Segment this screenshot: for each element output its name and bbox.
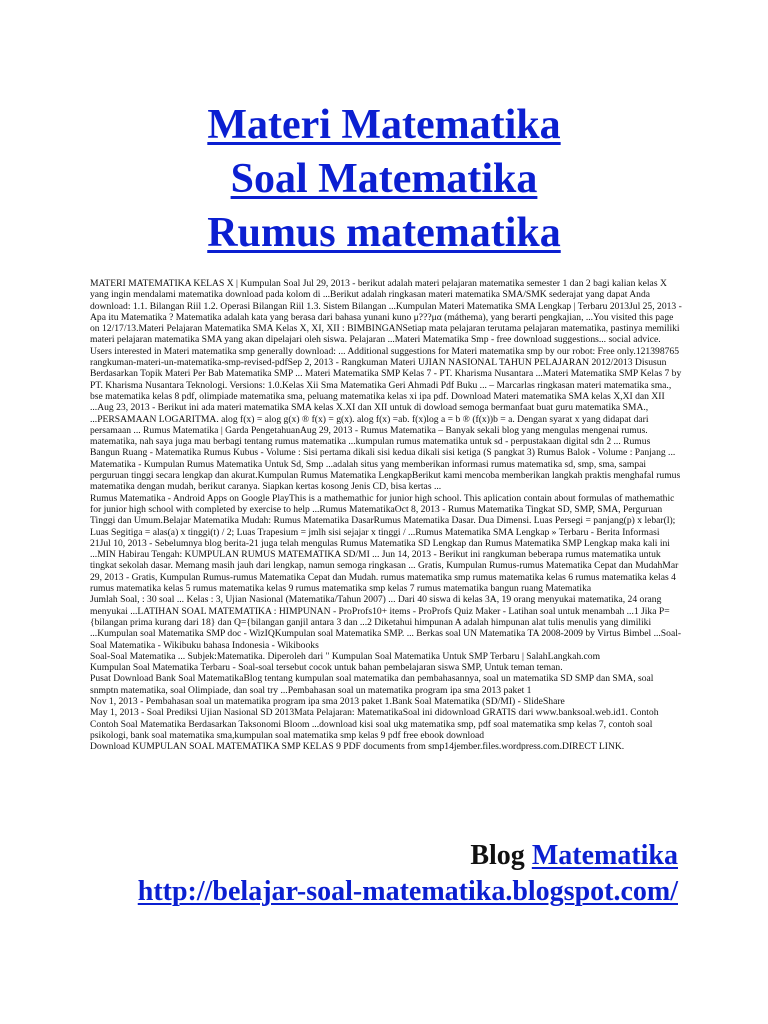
body-text: [90, 278, 682, 752]
footer-url-line: [0, 874, 768, 910]
footer: [0, 838, 768, 910]
paragraph-prediksi: May 1, 2013 - Soal Prediksi Ujian Nasional SD 2013Mata Pelajaran: MatematikaSoal ini didownload GRATIS dari www.banksoal.web.id1. Contoh Contoh Soal Matematika Berdasarkan Taksonomi Bloom ...download kisi soal ukg matematika smp, pdf soal matematika smp kelas 7, contoh soal psikologi, bank soal matematika sma,kumpulan soal matematika smp kelas 9 pdf free ebook download: [90, 707, 659, 741]
footer-blog-line: [0, 838, 768, 874]
title-link-soal[interactable]: Soal Matematika: [230, 156, 538, 202]
document-title: [0, 98, 768, 260]
footer-url-link[interactable]: http://belajar-soal-matematika.blogspot.com/: [137, 876, 678, 907]
paragraph-soal-subjek: Soal-Soal Matematika ... Subjek:Matematika. Diperoleh dari " Kumpulan Soal Matematika Untuk SMP Terbaru | SalahLangkah.com: [90, 650, 601, 662]
paragraph-pembahasan: Nov 1, 2013 - Pembahasan soal un matematika program ipa sma 2013 paket 1.Bank Soal Matematika (SD/MI) - SlideShare: [90, 695, 565, 707]
paragraph-materi: MATERI MATEMATIKA KELAS X | Kumpulan Soal Jul 29, 2013 - berikut adalah materi pelajaran matematika semester 1 dan 2 bagi kalian kelas X yang ingin mendalami matematika download pada kolom di ...Berikut adalah ringkasan materi matematika SMA/SMK sederajat yang dapat Anda download: 1.1. Bilangan Riil 1.2. Operasi Bilangan Riil 1.3. Sistem Bilangan ...Kumpulan Materi Matematika SMA Lengkap | Terbaru 2013Jul 25, 2013 - Apa itu Matematika ? Matematika adalah kata yang berasa dari bahasa yunani kuno μ???μα (máthema), yang berarti pengkajian, ...You visited this page on 12/17/13.Materi Pelajaran Matematika SMA Kelas X, XI, XII : BIMBINGANSetiap mata pelajaran terutama pelajaran matematika, pastinya memiliki materi pelajaran matematika SMA yang akan dipelajari oleh siswa. Pelajaran ...Materi Matematika Smp - free download suggestions... social advice. Users interested in Materi matematika smp generally download: ... Additional suggestions for Materi matematika smp by our robot: Free only.121398765 rangkuman-materi-un-matematika-smp-revised-pdfSep 2, 2013 - Rangkuman Materi UJIAN NASIONAL TAHUN PELAJARAN 2012/2013 Disusun Berdasarkan Topik Materi Per Bab Matematika SMP ... Materi Matematika SMP Kelas 7 - PT. Kharisma Nusantara ...Materi Matematika SMP Kelas 7 by PT. Kharisma Nusantara Teknologi. Versions: 1.0.Kelas Xii Sma Matematika Geri Ahmadi Pdf Buku ... – Marcarlas ringkasan materi matematika sma., bse matematika kelas 8 pdf, olimpiade matematika sma, peluang matematika kelas xi ipa pdf. Download Materi matematika SMA kelas X,XI dan XII ...Aug 23, 2013 - Berikut ini ada materi matematika SMA kelas X.XI dan XII untuk di dowload semoga bermanfaat buat guru matematika SMA., ...PERSAMAAN LOGARITMA. alog f(x) = alog g(x) ® f(x) = g(x). alog f(x) =ab. f(x)log a = b ® (f(x))b = a. Dengan syarat x yang didapat dari persamaan ... Rumus Matematika | Garda PengetahuanAug 29, 2013 - Rumus Matematika – Banyak sekali blog yang mengulas mengenai rumus. matematika, nah saya juga mau berbagi tentang rumus matematika ...kumpulan rumus matematika untuk sd - perpustakaan digital sdn 2 ... Rumus Bangun Ruang - Matematika Rumus Kubus - Volume : Sisi pertama dikali sisi kedua dikali sisi ketiga (S pangkat 3) Rumus Balok - Volume : Panjang ... Matematika - Kumpulan Rumus Matematika Untuk Sd, Smp ...adalah situs yang memberikan informasi rumus matematika sd, smp, sma, sampai perguruan tinggi secara lengkap dan akurat.Kumpulan Rumus Matematika LengkapBerikut kami mencoba memberikan langkah praktis menghafal rumus matematika dengan mudah, berikut caranya. Siapkan kertas kosong Jenis CD, bisa kertas ...: [90, 278, 682, 493]
footer-blog-label: Blog: [470, 840, 525, 871]
title-link-materi[interactable]: Materi Matematika: [207, 102, 561, 148]
paragraph-rumus: Rumus Matematika - Android Apps on Google PlayThis is a mathemathic for junior high school. This aplication contain about formulas of mathemathic for junior high school with completed by exercise to help ...Rumus MatematikaOct 8, 2013 - Rumus Matematika Tingkat SD, SMP, SMA, Perguruan Tinggi dan Umum.Belajar Matematika Mudah: Rumus Matematika DasarRumus Matematika Dasar. Dua Dimensi. Luas Persegi = panjang(p) x lebar(l); Luas Segitiga = alas(a) x tinggi(t) / 2; Luas Trapesium = jmlh sisi sejajar x tinggi / ...Rumus Matematika SMA Lengkap » Terbaru - Berita Informasi 21Jul 10, 2013 - Sebelumnya blog berita-21 juga telah mengulas Rumus Matematika SD Lengkap dan Rumus Matematika SMP Lengkap maka kali ini ...MIN Habirau Tengah: KUMPULAN RUMUS MATEMATIKA SD/MI ... Jun 14, 2013 - Berikut ini rangkuman beberapa rumus matematika untuk tingkat sekolah dasar. Memang masih jauh dari lengkap, namun semoga ringkasan ... Gratis, Kumpulan Rumus-rumus Matematika Cepat dan MudahMar 29, 2013 - Gratis, Kumpulan Rumus-rumus Matematika Cepat dan Mudah. rumus matematika smp rumus matematika kelas 6 rumus matematika kelas 4 rumus matematika kelas 5 rumus matematika kelas 9 rumus matematika smp kelas 7 rumus matematika bangun ruang Matematika: [90, 492, 679, 595]
paragraph-download-link: Download KUMPULAN SOAL MATEMATIKA SMP KELAS 9 PDF documents from smp14jember.files.wordpress.com.DIRECT LINK.: [90, 741, 625, 753]
footer-blog-link[interactable]: Matematika: [531, 840, 678, 871]
paragraph-pusat-download: Pusat Download Bank Soal MatematikaBlog tentang kumpulan soal matematika dan pembahasannya, soal un matematika SD SMP dan SMA, soal snmptn matematika, soal Olimpiade, dan soal try ...Pembahasan soal un matematika program ipa sma 2013 paket 1: [90, 673, 654, 696]
paragraph-jumlah-soal: Jumlah Soal, : 30 soal ... Kelas : 3, Ujian Nasional (Matematika/Tahun 2007) ... Dari 40 siswa di kelas 3A, 19 orang menyukai matematika, 24 orang menyukai ...LATIHAN SOAL MATEMATIKA : HIMPUNAN - ProProfs10+ items - ProProfs Quiz Maker - Latihan soal untuk menambah ...1 Jika P={bilangan prima kurang dari 18} dan Q={bilangan ganjil antara 3 dan ...2 Diketahui himpunan A adalah himpunan alat tulis menulis yang dimiliki ...Kumpulan soal Matematika SMP doc - WizIQKumpulan soal Matematika SMP. ... Berkas soal UN Matematika TA 2008-2009 by Virtus Bimbel ...Soal-Soal Matematika - Wikibuku bahasa Indonesia - Wikibooks: [90, 594, 682, 651]
paragraph-soal-terbaru: Kumpulan Soal Matematika Terbaru - Soal-soal tersebut cocok untuk bahan pembelajaran siswa SMP, Untuk teman teman.: [90, 662, 563, 674]
title-link-rumus[interactable]: Rumus matematika: [207, 210, 561, 256]
